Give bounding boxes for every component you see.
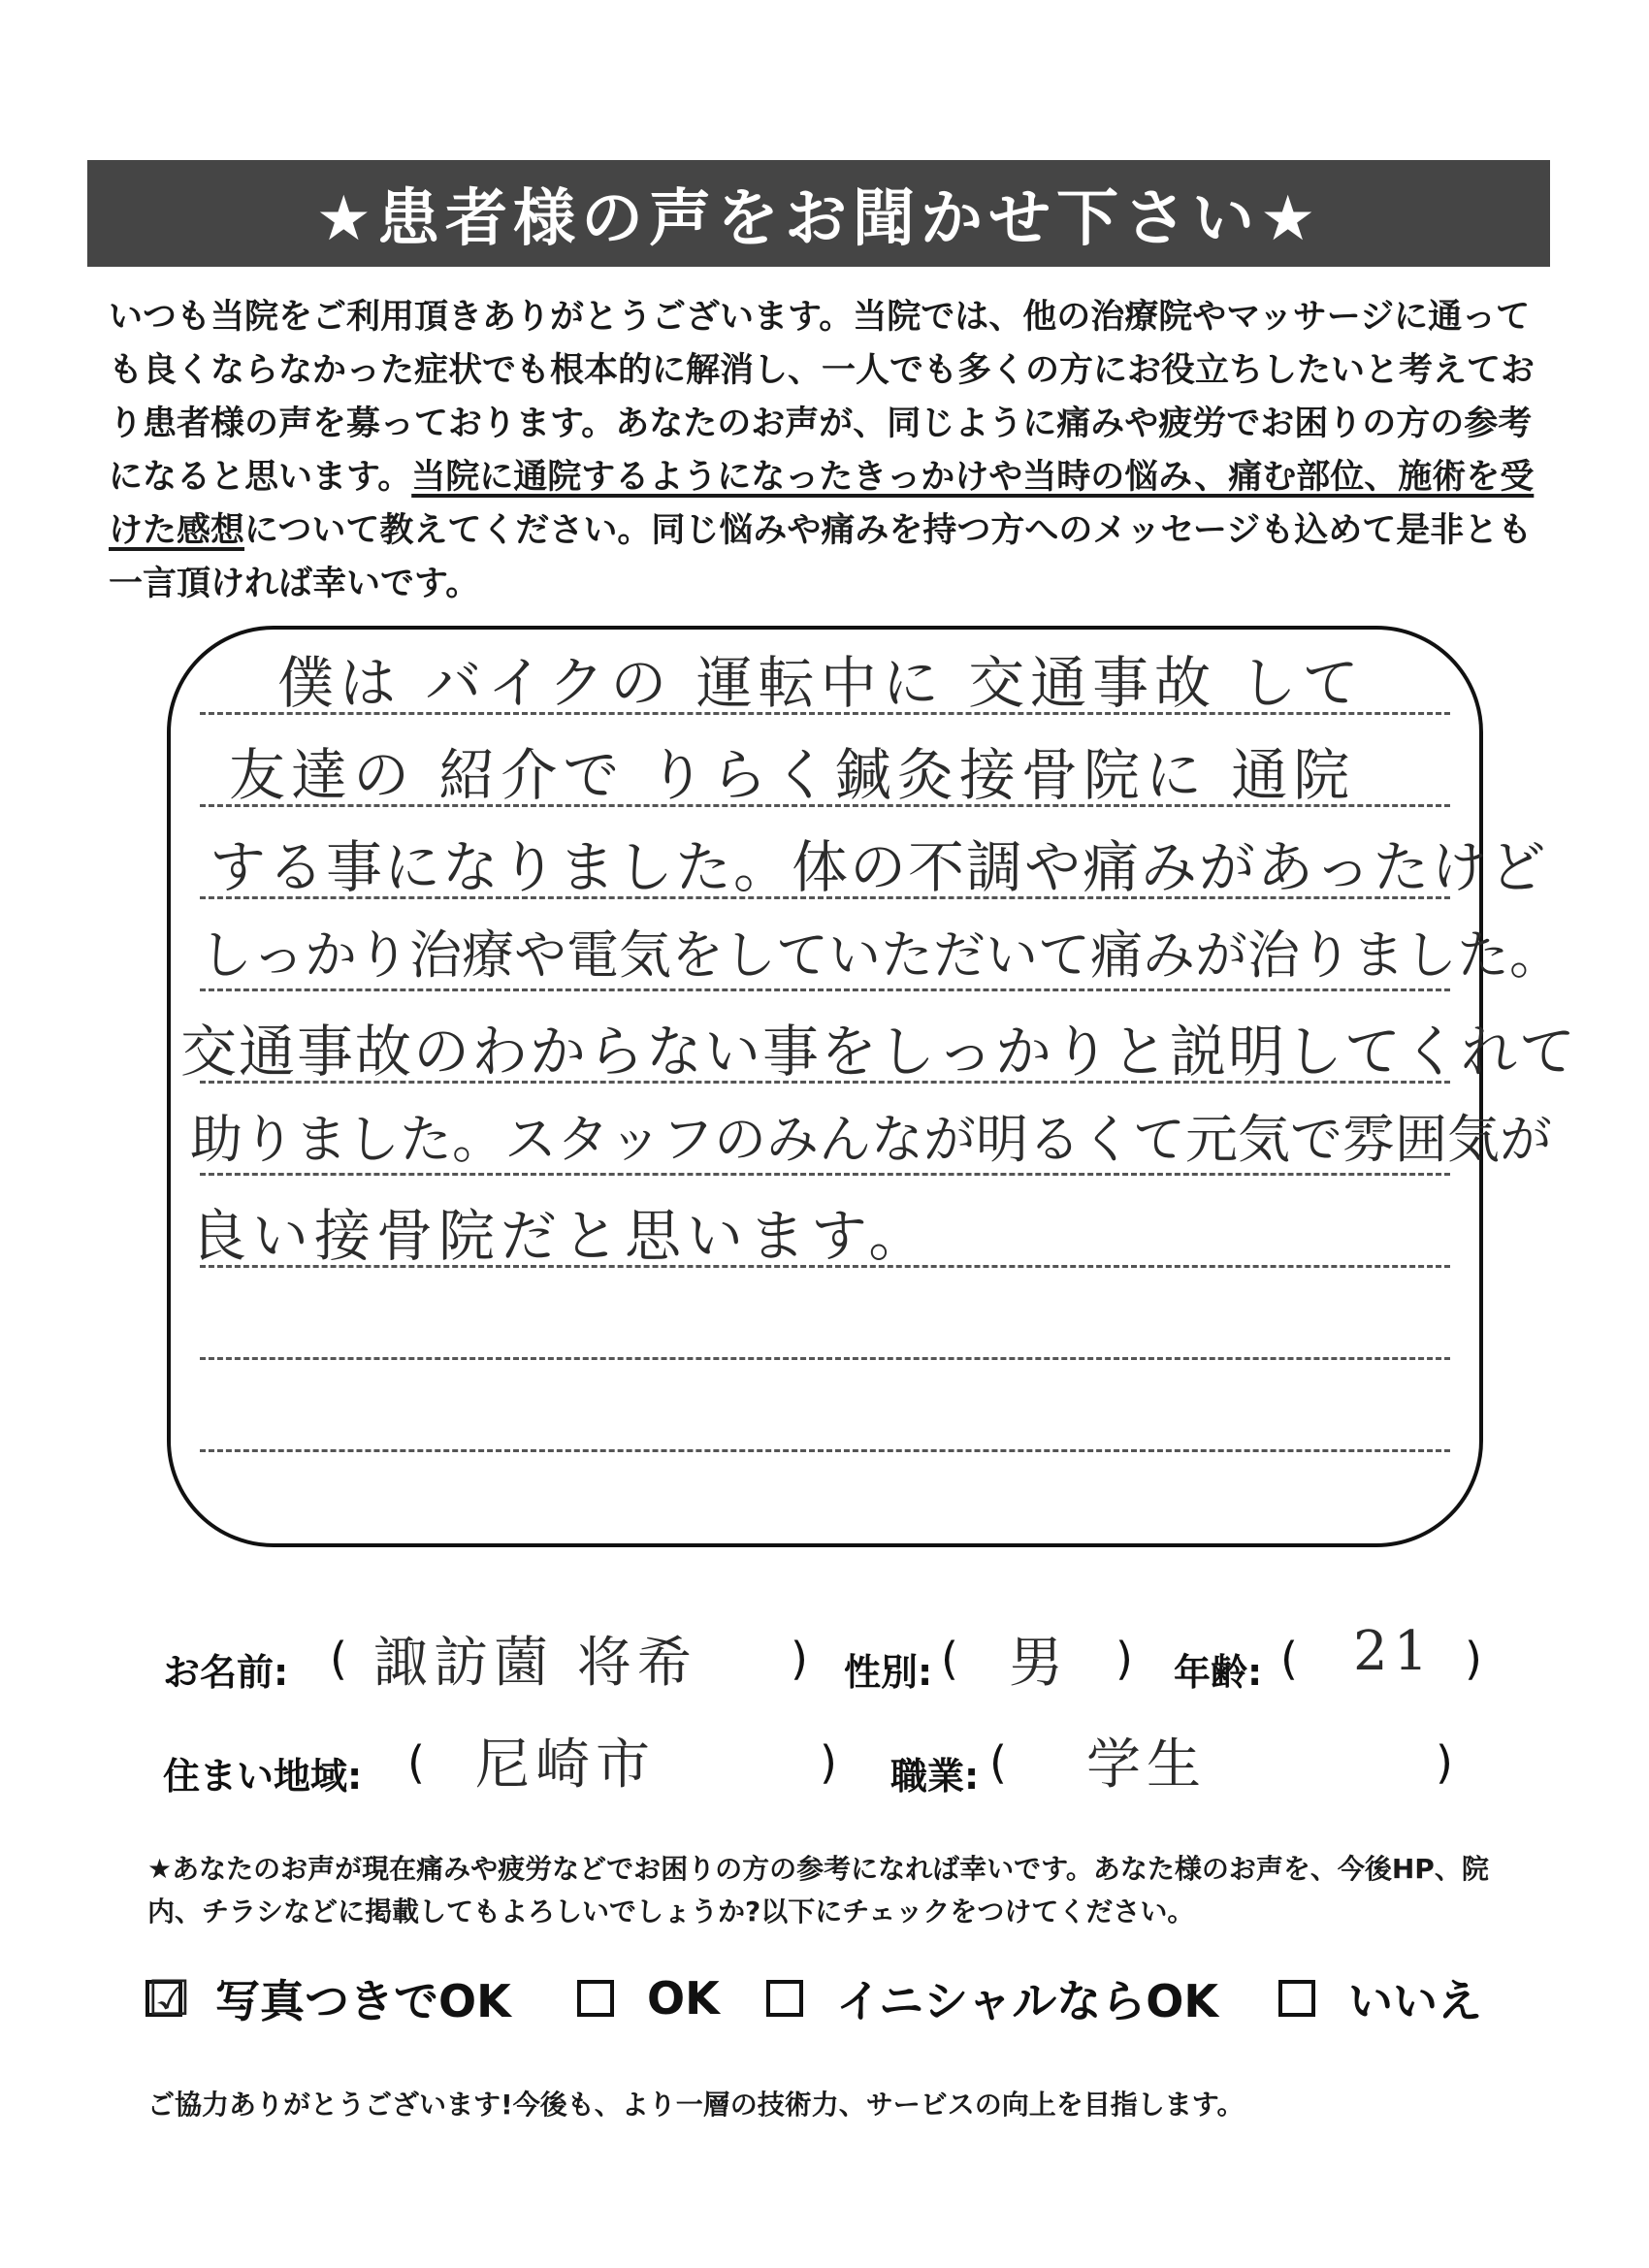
- option-label: OK: [647, 1972, 720, 2025]
- footer-text: ご協力ありがとうございます!今後も、より一層の技術力、サービスの向上を目指します。: [147, 2089, 1245, 2121]
- option-photo-ok[interactable]: [146, 1969, 511, 2027]
- name-paren-close: ): [791, 1633, 808, 1685]
- ruled-line: [200, 1357, 1450, 1360]
- ruled-line: [200, 1449, 1450, 1452]
- intro-paragraph: [109, 291, 1535, 611]
- option-ok[interactable]: [577, 1969, 720, 2027]
- gender-label: 性別:: [844, 1651, 933, 1694]
- ruled-line: [200, 1173, 1450, 1176]
- message-line: する事になりました。体の不調や痛みがあったけど: [210, 834, 1548, 900]
- name-paren-open: (: [330, 1633, 347, 1685]
- age-paren-close: ): [1465, 1633, 1482, 1685]
- option-label: 写真つきでOK: [215, 1975, 511, 2027]
- gender-paren-open: (: [941, 1633, 958, 1685]
- consent-text: ★あなたのお声が現在痛みや疲労などでお困りの方の参考になれば幸いです。あなた様のお声を、今後HP、院内、チラシなどに掲載してもよろしいでしょうか?以下にチェックをつけてください。: [147, 1853, 1489, 1928]
- age-label: 年齢:: [1174, 1651, 1263, 1694]
- job-paren-open: (: [989, 1736, 1007, 1789]
- message-line: 僕は バイクの 運転中に 交通事故 して: [277, 650, 1365, 716]
- job-label: 職業:: [890, 1755, 980, 1798]
- option-label: イニシャルならOK: [836, 1975, 1218, 2027]
- area-paren-close: ): [820, 1736, 837, 1789]
- intro-text-1: いつも当院をご利用頂きありがとうございます。当院では、他の治療院やマッサージに通っても良くならなかった症状でも根本的に解消し、一人でも多くの方にお役立ちしたいと考えており患者様の声を募っております。あなたのお声が、同じように痛みや疲労でお困りの方の参考になると思います。: [109, 298, 1536, 497]
- checkbox-photo-ok[interactable]: [146, 1970, 191, 2026]
- name-label: お名前:: [163, 1651, 289, 1694]
- option-label: いいえ: [1348, 1975, 1482, 2027]
- form-title-banner: [87, 160, 1550, 267]
- area-value[interactable]: 尼崎市: [475, 1733, 656, 1797]
- gender-value[interactable]: 男: [1009, 1632, 1069, 1695]
- message-line: しっかり治療や電気をしていただいて痛みが治りました。: [200, 924, 1562, 986]
- name-value[interactable]: 諏訪薗 将希: [373, 1632, 697, 1695]
- area-paren-open: (: [407, 1736, 425, 1789]
- intro-underlined-text: 当院に通院するようになったきっかけや当時の悩み、痛む部位、施術を受けた感想: [109, 458, 1535, 550]
- checkbox-no[interactable]: [1278, 1980, 1315, 2017]
- message-line: 友達の 紹介で りらく鍼灸接骨院に 通院: [229, 742, 1356, 808]
- form-title: ★患者様の声をお聞かせ下さい★: [315, 183, 1322, 255]
- option-no[interactable]: [1278, 1969, 1482, 2027]
- age-value[interactable]: 21: [1353, 1620, 1435, 1683]
- job-paren-close: ): [1436, 1736, 1453, 1789]
- message-box: [167, 626, 1578, 1547]
- area-label: 住まい地域:: [163, 1755, 363, 1798]
- age-paren-open: (: [1280, 1633, 1298, 1685]
- message-line: 助りました。スタッフのみんなが明るくて元気で雰囲気が: [190, 1109, 1552, 1170]
- message-line: 良い接骨院だと思います。: [190, 1203, 931, 1269]
- checkbox-initials-ok[interactable]: [766, 1980, 803, 2017]
- checkbox-ok[interactable]: [577, 1980, 614, 2017]
- check-mark-icon: ☑: [147, 1970, 191, 2026]
- ruled-line: [200, 988, 1450, 991]
- option-initials-ok[interactable]: [766, 1969, 1218, 2027]
- message-line: 交通事故のわからない事をしっかりと説明してくれて: [180, 1019, 1578, 1085]
- gender-paren-close: ): [1116, 1633, 1133, 1685]
- job-value[interactable]: 学生: [1086, 1733, 1207, 1797]
- intro-text-2: について教えてください。同じ悩みや痛みを持つ方へのメッセージも込めて是非とも一言頂ければ幸いです。: [109, 511, 1533, 603]
